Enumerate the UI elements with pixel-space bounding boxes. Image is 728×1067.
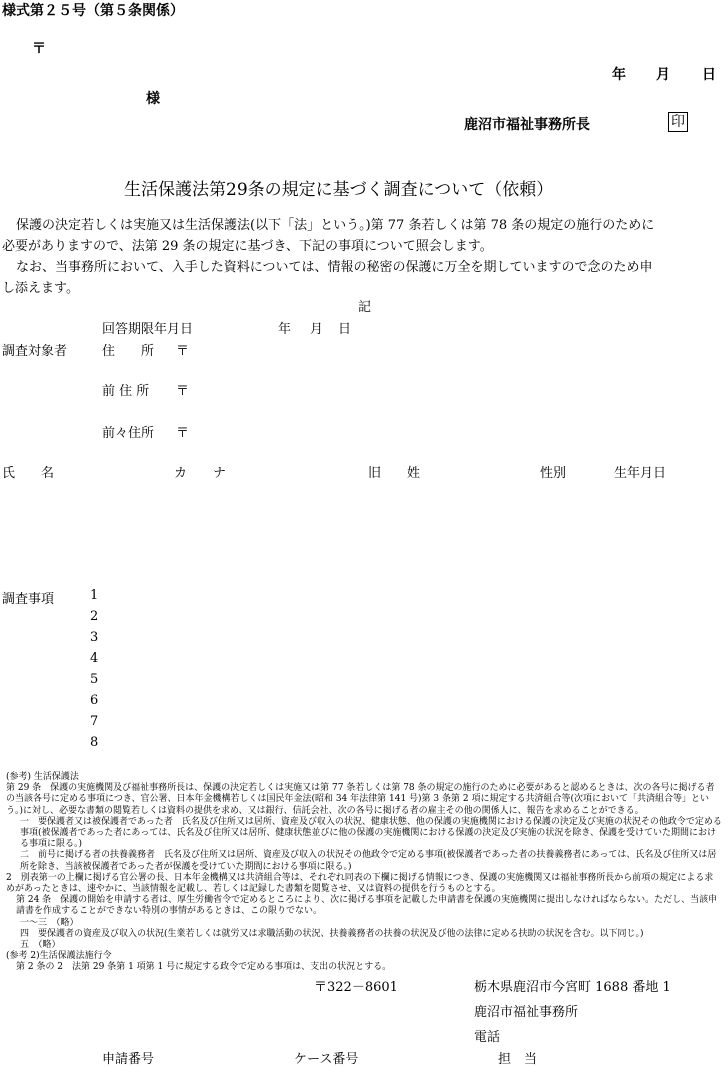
reference-line: 四 要保護者の資産及び収入の状況(生業若しくは就労又は求職活動の状況、扶養義務者の扶養の状況及び他の法律に定める扶助の状況を含む。以下同じ。) (20, 928, 644, 939)
inquiry-item: 6 (90, 693, 99, 708)
reply-deadline-year: 年 (278, 322, 292, 337)
body-p2-line2: し添えます。 (2, 281, 79, 296)
address-label: 住 所 (102, 344, 155, 359)
office-address: 栃木県鹿沼市今宮町 1688 番地 1 (474, 980, 671, 995)
inquiry-item: 3 (90, 630, 99, 645)
issuer: 鹿沼市福祉事務所長 (464, 117, 590, 133)
subject-label: 調査対象者 (2, 344, 68, 359)
reference-line: 五 （略） (20, 940, 61, 951)
office-name: 鹿沼市福祉事務所 (474, 1005, 579, 1020)
old-surname-label: 旧 姓 (368, 466, 421, 481)
inquiry-label: 調査事項 (2, 592, 55, 607)
reference-line: (参考) 生活保護法 (6, 772, 79, 782)
reply-deadline-day: 日 (338, 322, 352, 337)
date-day-label: 日 (702, 67, 716, 83)
inquiry-item: 7 (90, 714, 99, 729)
reference-line: 一～三 （略） (20, 917, 79, 928)
reply-deadline-month: 月 (310, 322, 324, 337)
case-number-label: ケース番号 (294, 1052, 359, 1067)
inquiry-item: 1 (90, 588, 99, 603)
name-label: 氏 名 (2, 466, 55, 481)
prev-address-label: 前 住 所 (102, 384, 150, 399)
reference-line: 第 2 条の 2 法第 29 条第 1 項第 1 号に規定する政令で定める事項は、支出の状況とする。 (16, 962, 392, 973)
reference-line: (参考 2)生活保護法施行令 (6, 951, 112, 962)
prev-address-postal-mark: 〒 (176, 384, 190, 399)
inquiry-item: 8 (90, 735, 99, 750)
reference-line: 2 別表第一の上欄に掲げる官公署の長、日本年金機構又は共済組合等は、それぞれ同表の下欄に掲げる情報につき、保護の実施機関又は福祉事務所長から前項の規定による求めがあったときは、速やかに、当該情報を記載し、若しくは記録した書類を閲覧させ、又は資料の提供を行うものとする。 (6, 872, 714, 895)
page-title: 生活保護法第29条の規定に基づく調査について（依頼） (124, 180, 554, 200)
prev2-address-label: 前々住所 (102, 426, 155, 441)
body-p1-line2: 必要がありますので、法第 29 条の規定に基づき、下記の事項について照会します。 (2, 239, 493, 254)
ki: 記 (358, 300, 372, 315)
reference-line: 一 要保護者又は被保護者であった者 氏名及び住所又は居所、資産及び収入の状況、健康状態、他の保護の実施機関における保護の決定及び実施の状況その他政令で定める事項(被保護者であった者にあっては、氏名及び住所又は居所、健康状態並びに他の保護の実施機関における保護の決定及び実施の状況を除き、保護を受けていた期間における事項に限る。) (20, 816, 722, 850)
address-postal-mark: 〒 (176, 344, 190, 359)
form-number: 様式第２５号（第５条関係） (2, 3, 184, 19)
reference-line: 二 前号に掲げる者の扶養義務者 氏名及び住所又は居所、資産及び収入の状況その他政令で定める事項(被保護者であった者の扶養義務者にあっては、氏名及び住所又は居所を除き、当該被保護者であった者が保護を受けていた期間における事項に限る。) (20, 850, 717, 872)
sex-label: 性別 (540, 466, 567, 481)
birthdate-label: 生年月日 (614, 466, 667, 481)
inquiry-item: 2 (90, 609, 99, 624)
body-p1-line1: 保護の決定若しくは実施又は生活保護法(以下「法」という。)第 77 条若しくは第 78 条の規定の施行のために (16, 218, 655, 233)
kana-label: カ ナ (174, 466, 227, 481)
date-month-label: 月 (656, 67, 670, 83)
office-tel: 電話 (474, 1030, 501, 1045)
inquiry-item: 4 (90, 651, 99, 666)
body-p2-line1: なお、当事務所において、入手した資料については、情報の秘密の保護に万全を期していますので念のため申 (16, 260, 653, 275)
person-in-charge-label: 担 当 (498, 1052, 538, 1067)
postal-mark: 〒 (32, 41, 46, 57)
reference-line: 第 24 条 保護の開始を申請する者は、厚生労働省令で定めるところにより、次に掲げる事項を記載した申請書を保護の実施機関に提出しなければならない。ただし、当該申請書を作成することができない特別の事情があるときは、この限りでない。 (16, 895, 718, 917)
prev2-address-postal-mark: 〒 (176, 426, 190, 441)
reference-notes (6, 772, 722, 974)
office-postal: 〒322－8601 (314, 980, 398, 995)
seal: 印 (668, 112, 688, 132)
reply-deadline-label: 回答期限年月日 (102, 322, 194, 337)
application-number-label: 申請番号 (102, 1052, 155, 1067)
inquiry-item: 5 (90, 672, 99, 687)
reference-line: 第 29 条 保護の実施機関及び福祉事務所長は、保護の決定若しくは実施又は第 77 条若しくは第 78 条の規定の施行のために必要があると認めるときは、次の各号に掲げる者の当該各号に定める事項につき、官公署、日本年金機構若しくは国民年金法(昭和 34 年法律第 141 号)第 3 条第 2 項に規定する共済組合等(次項において「共済組合等」という。)に対し、必要な書類の閲覧若しくは資料の提供を求め、又は銀行、信託会社、次の各号に掲げる者の雇主その他の関係人に、報告を求めることができる。 (6, 783, 715, 816)
addressee-suffix: 様 (146, 91, 160, 107)
date-year-label: 年 (612, 67, 626, 83)
